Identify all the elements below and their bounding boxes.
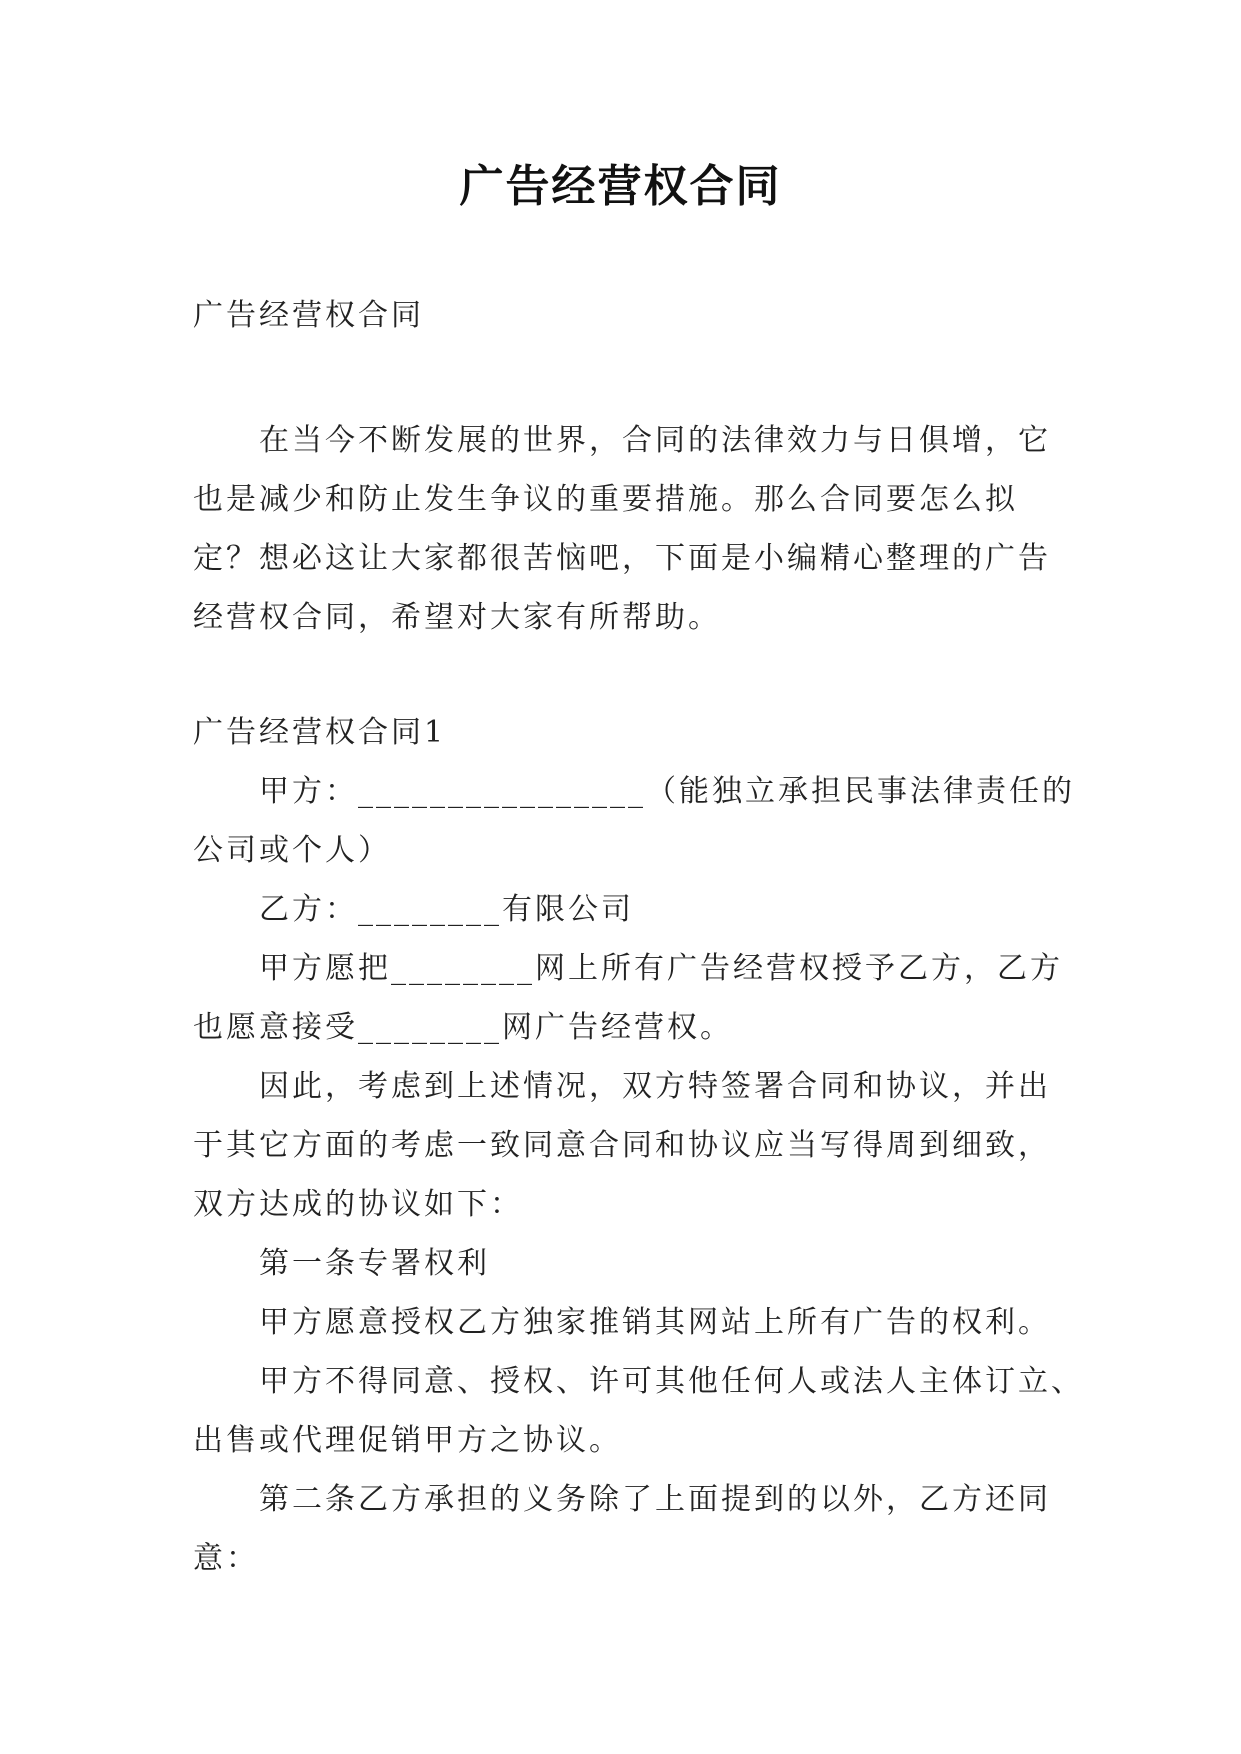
body-paragraph-line: 因此，考虑到上述情况，双方特签署合同和协议，并出 [259,1069,1051,1104]
section-heading: 广告经营权合同1 [193,715,447,750]
intro-line: 经营权合同，希望对大家有所帮助。 [193,600,721,635]
party-a-note: 公司或个人） [193,833,391,868]
body-paragraph-line: 双方达成的协议如下： [193,1187,523,1222]
body-paragraph-line: 甲方愿意授权乙方独家推销其网站上所有广告的权利。 [259,1305,1051,1340]
body-paragraph-line: 甲方不得同意、授权、许可其他任何人或法人主体订立、 [259,1364,1084,1399]
intro-line: 定？想必这让大家都很苦恼吧，下面是小编精心整理的广告 [193,541,1051,576]
document-subtitle: 广告经营权合同 [193,298,424,333]
document-body [193,286,1084,1588]
party-b-line: 乙方：________有限公司 [259,892,634,927]
intro-line: 在当今不断发展的世界，合同的法律效力与日俱增，它 [259,423,1051,458]
article-heading: 第二条乙方承担的义务除了上面提到的以外，乙方还同 [259,1482,1051,1517]
party-a-line: 甲方：________________（能独立承担民事法律责任的 [259,774,1075,809]
intro-line: 也是减少和防止发生争议的重要措施。那么合同要怎么拟 [193,482,1018,517]
document-title: 广告经营权合同 [459,161,782,212]
article-heading: 第一条专署权利 [259,1246,490,1281]
body-paragraph-line: 于其它方面的考虑一致同意合同和协议应当写得周到细致， [193,1128,1051,1163]
body-paragraph-line: 也愿意接受________网广告经营权。 [193,1010,733,1045]
body-paragraph-line: 意： [193,1541,259,1576]
body-paragraph-line: 甲方愿把________网上所有广告经营权授予乙方，乙方 [259,951,1063,986]
body-paragraph-line: 出售或代理促销甲方之协议。 [193,1423,622,1458]
